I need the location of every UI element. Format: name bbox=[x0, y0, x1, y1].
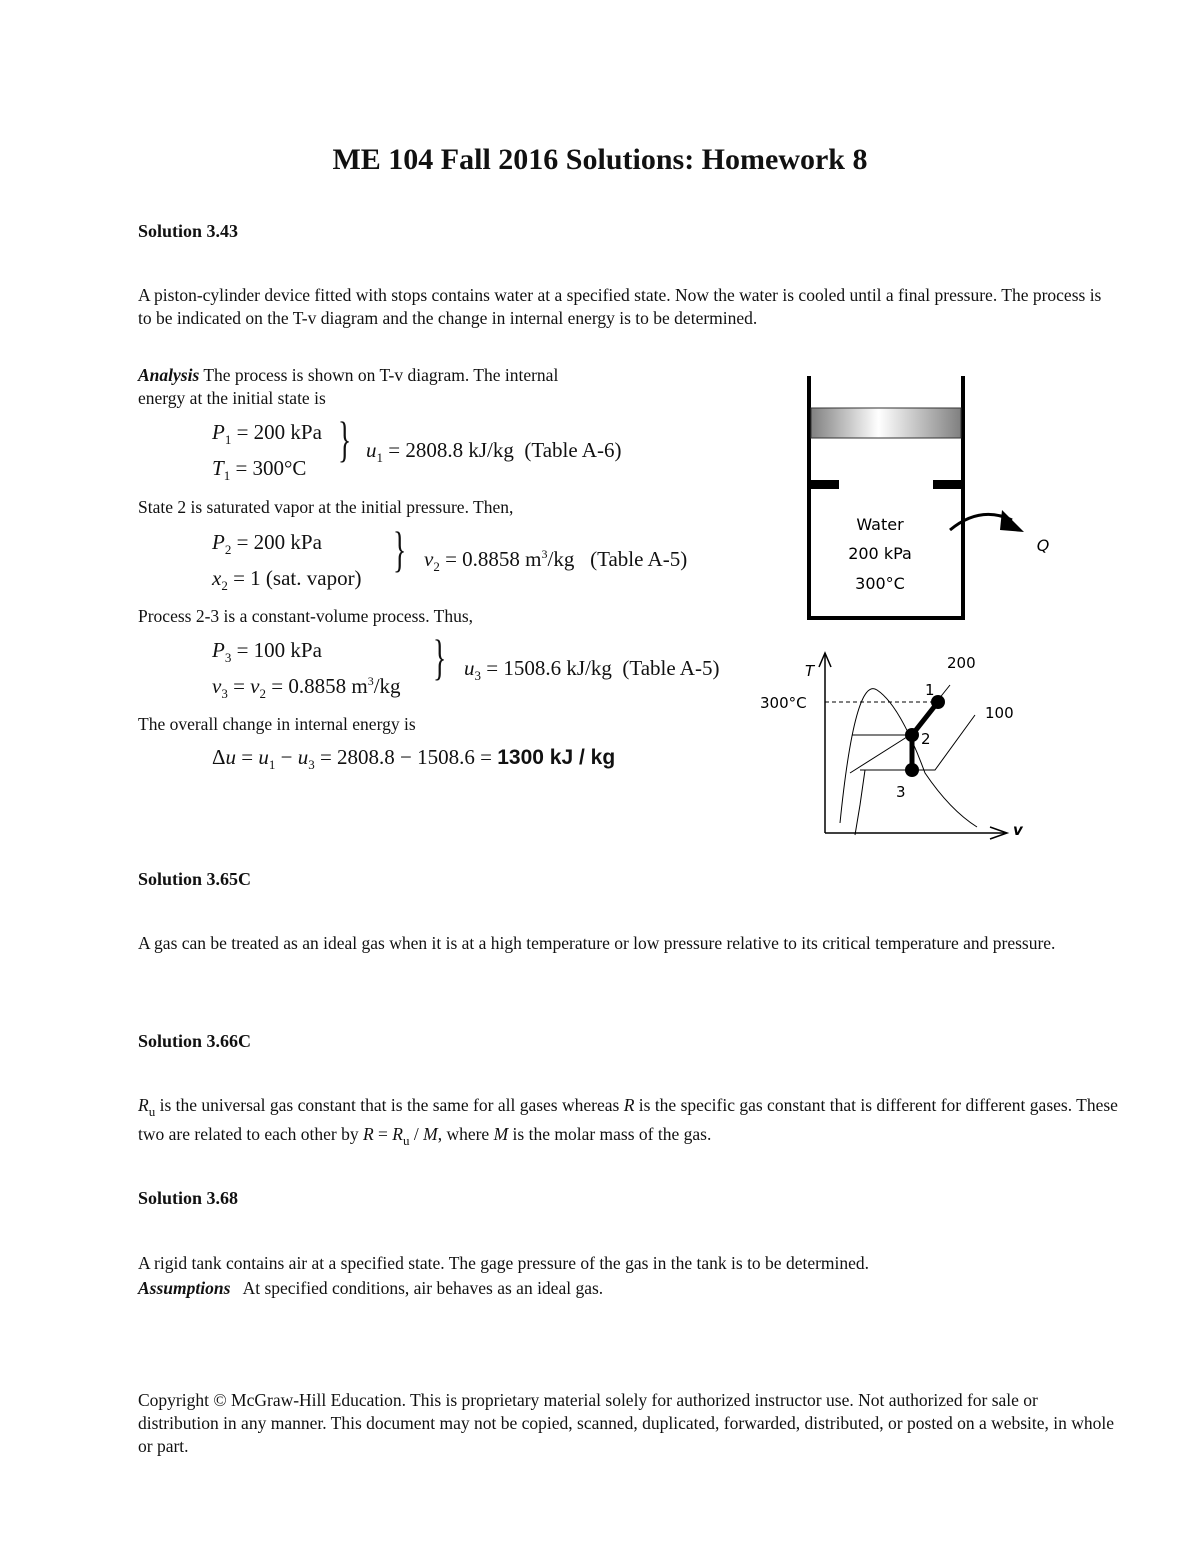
piston bbox=[811, 408, 961, 438]
cylinder-temp: 300°C bbox=[855, 574, 905, 593]
eq-p1: $P_1 = 200$ kPa bbox=[212, 420, 322, 447]
overall-text: The overall change in internal energy is bbox=[138, 714, 416, 734]
assumptions-label: Assumptions bbox=[138, 1278, 231, 1298]
heading-solution-3-68: Solution 3.68 bbox=[138, 1188, 239, 1208]
isobar-label-100: 100 bbox=[985, 704, 1014, 722]
heading-solution-3-43: Solution 3.43 bbox=[138, 221, 239, 241]
cylinder-pressure: 200 kPa bbox=[848, 544, 912, 563]
eq-delta-u: $\Delta u = u_1 - u_3 = 2808.8 - 1508.6 = 1300$ kJ / kg bbox=[212, 745, 616, 772]
state-2-point bbox=[905, 728, 919, 742]
state2-text: State 2 is saturated vapor at the initial pressure. Then, bbox=[138, 497, 514, 517]
solution-3-66c-text: $R_u$ is the universal gas constant that is the same for all gases whereas R is the specific gas constant that is different for different gases. These two are related to each other by $R = R_u / M$, where M is the molar mass of the gas. bbox=[138, 1095, 1118, 1148]
v-axis-label: v bbox=[1013, 821, 1023, 839]
eq-x2: $x_2 = 1$ (sat. vapor) bbox=[212, 566, 362, 593]
state-3-point bbox=[905, 763, 919, 777]
eq-p3: $P_3 = 100$ kPa bbox=[212, 638, 322, 665]
analysis-paragraph bbox=[138, 364, 618, 410]
heading-solution-3-66c: Solution 3.66C bbox=[138, 1031, 252, 1051]
piston-cylinder-diagram bbox=[790, 370, 1090, 630]
heat-label: Q bbox=[1036, 536, 1050, 555]
tv-diagram bbox=[755, 645, 1055, 845]
eq-p2: $P_2 = 200$ kPa bbox=[212, 530, 322, 557]
state-2-label: 2 bbox=[921, 730, 931, 748]
saturation-dome bbox=[840, 689, 977, 827]
solution-3-68-text: A rigid tank contains air at a specified state. The gage pressure of the gas in the tank is to be determined. bbox=[138, 1253, 870, 1273]
copyright-notice: Copyright © McGraw-Hill Education. This is proprietary material solely for authorized instructor use. Not authorized for sale or distribution in any manner. This document may not be copied, scanned, duplicated, forwarded, distributed, or posted on a website, in whole or part. bbox=[138, 1390, 1115, 1456]
solution-3-43-intro: A piston-cylinder device fitted with stops contains water at a specified state. Now the water is cooled until a final pressure. The process is to be indicated on the T-v diagram and the change in internal energy is to be determined. bbox=[138, 285, 1102, 328]
cylinder-fluid: Water bbox=[856, 515, 904, 534]
analysis-label: Analysis bbox=[138, 365, 200, 385]
isobar-label-200: 200 bbox=[947, 654, 976, 672]
eq-v2: $v_2 = 0.8858$ $m^3/kg$ (Table A-5) bbox=[424, 547, 688, 574]
solution-3-65c-text: A gas can be treated as an ideal gas when it is at a high temperature or low pressure relative to its critical temperature and pressure. bbox=[138, 933, 1056, 953]
process-text: Process 2-3 is a constant-volume process. Thus, bbox=[138, 606, 474, 626]
eq-u1: $u_1 = 2808.8$ kJ/kg (Table A-6) bbox=[366, 438, 622, 465]
eq-u3: $u_3 = 1508.6$ kJ/kg (Table A-5) bbox=[464, 656, 720, 683]
page-title: ME 104 Fall 2016 Solutions: Homework 8 bbox=[332, 143, 868, 176]
analysis-text-1: The process is shown on T-v diagram. The internal bbox=[203, 365, 559, 385]
stop-left bbox=[811, 480, 839, 489]
heat-arrowhead bbox=[1000, 510, 1024, 532]
delta-result: 1300 kJ / kg bbox=[497, 746, 616, 769]
brace-1: } bbox=[338, 411, 352, 467]
state-3-label: 3 bbox=[896, 783, 906, 801]
brace-3: } bbox=[433, 629, 447, 685]
eq-v3: $v_3 = v_2 = 0.8858$ $m^3/kg$ bbox=[212, 674, 401, 701]
heading-solution-3-65c: Solution 3.65C bbox=[138, 869, 252, 889]
t-axis-label: T bbox=[805, 662, 815, 680]
eq-t1: $T_1 = 300^\circ C$ bbox=[212, 456, 307, 483]
brace-2: } bbox=[393, 521, 407, 577]
assumptions-paragraph: Assumptions At specified conditions, air behaves as an ideal gas. bbox=[138, 1278, 604, 1298]
analysis-text-2: energy at the initial state is bbox=[138, 388, 326, 408]
temp-300-label: 300°C bbox=[760, 694, 807, 712]
state-1-label: 1 bbox=[925, 681, 935, 699]
stop-right bbox=[933, 480, 963, 489]
